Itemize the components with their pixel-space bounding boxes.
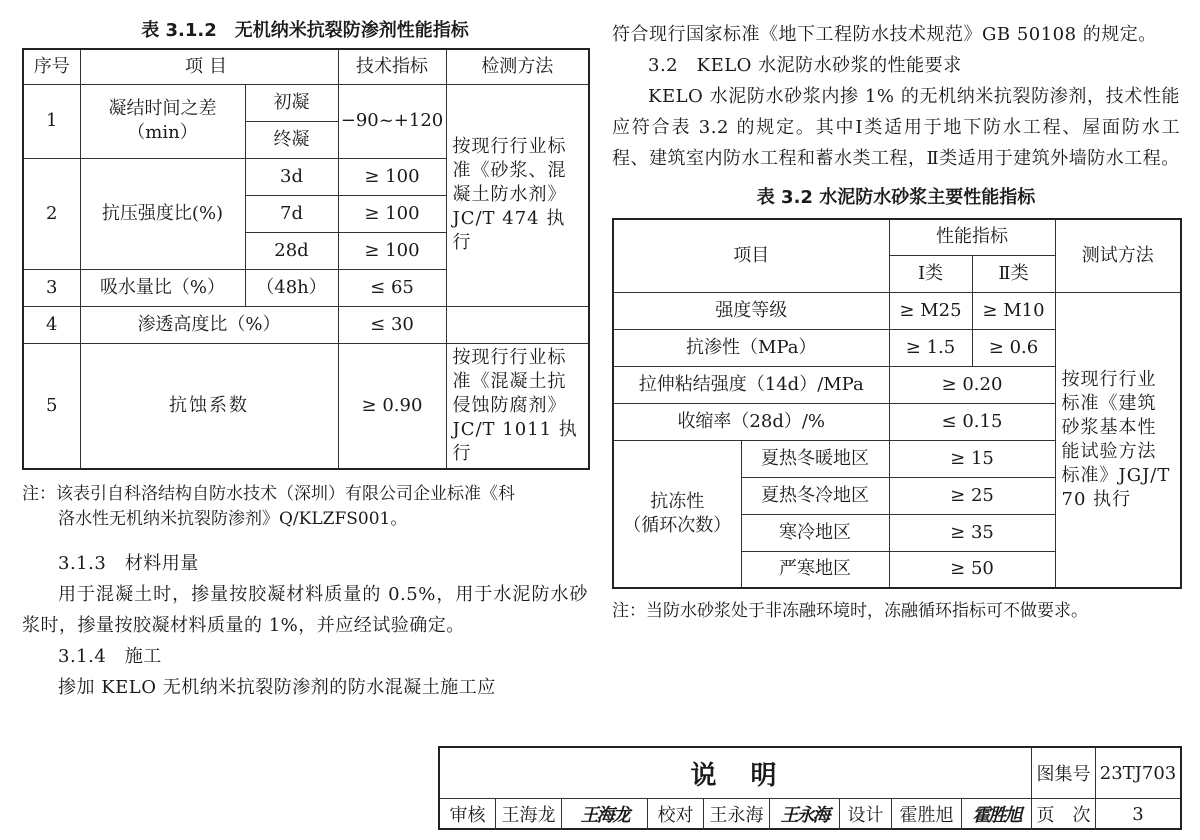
table2-header [613, 219, 1181, 255]
frost-zone: 夏热冬暖地区 [741, 440, 889, 477]
table1 [22, 48, 590, 470]
section-3-1-3 [22, 548, 588, 641]
grade-c2: ≥ M10 [972, 292, 1055, 329]
row2-item: 抗压强度比(%) [80, 158, 245, 269]
title-block-row2 [440, 798, 1180, 830]
page-number: 3 [1132, 803, 1144, 825]
row2-val-3d: ≥ 100 [338, 158, 446, 195]
bond-item: 拉伸粘结强度（14d）/MPa [613, 366, 889, 403]
row5-value: ≥ 0.90 [338, 343, 446, 469]
row3-value: ≤ 65 [338, 269, 446, 306]
frost-value: ≥ 35 [889, 514, 1055, 551]
section-3-2-text: KELO 水泥防水砂浆内掺 1% 的无机纳米抗裂防渗剂，技术性能应符合表 3.2 的规定。其中Ⅰ类适用于地下防水工程、屋面防水工程、建筑室内防水工程和蓄水类工程，Ⅱ类适用于建筑外墙防水工程。 [612, 86, 1180, 169]
shrink-value: ≤ 0.15 [889, 403, 1055, 440]
header-no: 序号 [23, 49, 80, 84]
row1-sub-initial: 初凝 [245, 84, 338, 121]
atlas-number: 23TJ703 [1099, 762, 1177, 784]
check-name: 王永海 [704, 798, 770, 830]
frost-value: ≥ 15 [889, 440, 1055, 477]
section-3-1-4-heading: 3.1.4 施工 [58, 645, 162, 667]
atlas-label: 图集号 [1032, 748, 1096, 798]
table2-h-perf: 性能指标 [889, 219, 1055, 255]
imp-item: 抗渗性（MPa） [613, 329, 889, 366]
table2-note: 注：当防水砂浆处于非冻融环境时，冻融循环指标可不做要求。 [612, 601, 1088, 621]
frost-value: ≥ 25 [889, 477, 1055, 514]
table1-header [23, 49, 589, 84]
drawing-title: 说 明 [440, 748, 1032, 798]
design-signature-mark: 霍胜旭 [972, 805, 1021, 826]
method-jgj-t70: 按现行行业标准《建筑砂浆基本性能试验方法标准》JGJ/T 70 执行 [1055, 292, 1181, 588]
design-name: 霍胜旭 [892, 798, 962, 830]
shrink-item: 收缩率（28d）/% [613, 403, 889, 440]
row5-no: 5 [23, 343, 80, 469]
table2-h-class1: Ⅰ类 [889, 255, 972, 292]
table-row [23, 306, 589, 343]
title-block [438, 746, 1182, 830]
review-signature [562, 798, 648, 830]
frost-zone: 夏热冬冷地区 [741, 477, 889, 514]
frost-zone: 严寒地区 [741, 551, 889, 588]
row3-no: 3 [23, 269, 80, 306]
frost-value: ≥ 50 [889, 551, 1055, 588]
review-name: 王海龙 [496, 798, 562, 830]
grade-item: 强度等级 [613, 292, 889, 329]
grade-c1: ≥ M25 [889, 292, 972, 329]
table-row [613, 292, 1181, 329]
row1-sub-final: 终凝 [245, 121, 338, 158]
method-jc-t474: 按现行行业标准《砂浆、混凝土防水剂》JC/T 474 执行 [446, 84, 589, 306]
continued-text: 符合现行国家标准《地下工程防水技术规范》GB 50108 的规定。 [612, 24, 1157, 45]
row3-sub: （48h） [245, 269, 338, 306]
imp-c2: ≥ 0.6 [972, 329, 1055, 366]
table-row [23, 84, 589, 121]
bond-value: ≥ 0.20 [889, 366, 1055, 403]
header-item: 项目 [80, 49, 338, 84]
row2-val-28d: ≥ 100 [338, 232, 446, 269]
note1-line2: 洛水性无机纳米抗裂防渗剂》Q/KLZFS001。 [58, 508, 408, 529]
page-label: 页 次 [1032, 798, 1096, 830]
table1-note [22, 482, 588, 532]
section-3-1-4 [22, 641, 588, 703]
row3-item: 吸水量比（%） [80, 269, 245, 306]
review-signature-mark: 王海龙 [580, 805, 629, 826]
right-column [612, 0, 1180, 624]
imp-c1: ≥ 1.5 [889, 329, 972, 366]
row2-sub-3d: 3d [245, 158, 338, 195]
table2-h-item: 项目 [613, 219, 889, 292]
frost-zone: 寒冷地区 [741, 514, 889, 551]
frost-item: 抗冻性 （循环次数） [613, 440, 741, 588]
review-label: 审核 [440, 798, 496, 830]
table2 [612, 218, 1182, 589]
section-3-2-heading: 3.2 KELO 水泥防水砂浆的性能要求 [648, 55, 962, 76]
title-block-row1 [440, 748, 1180, 799]
header-spec: 技术指标 [338, 49, 446, 84]
row1-item: 凝结时间之差 （min） [80, 84, 245, 158]
row2-no: 2 [23, 158, 80, 269]
check-signature [770, 798, 840, 830]
row5-item: 抗蚀系数 [80, 343, 338, 469]
check-signature-mark: 王永海 [780, 805, 829, 826]
table2-h-class2: Ⅱ类 [972, 255, 1055, 292]
row4-no: 4 [23, 306, 80, 343]
check-label: 校对 [648, 798, 704, 830]
header-method: 检测方法 [446, 49, 589, 84]
table2-caption: 表 3.2 水泥防水砂浆主要性能指标 [756, 187, 1036, 208]
section-3-1-3-heading: 3.1.3 材料用量 [58, 552, 199, 574]
section-3-1-3-text: 用于混凝土时，掺量按胶凝材料质量的 0.5%，用于水泥防水砂浆时，掺量按胶凝材料质量的 1%，并应经试验确定。 [22, 583, 588, 636]
table-row [23, 343, 589, 469]
row4-value: ≤ 30 [338, 306, 446, 343]
design-signature [962, 798, 1032, 830]
row4-item: 渗透高度比（%） [80, 306, 338, 343]
note1-line1: 注：该表引自科洛结构自防水技术（深圳）有限公司企业标准《科 [22, 483, 515, 504]
section-3-1-4-text: 掺加 KELO 无机纳米抗裂防渗剂的防水混凝土施工应 [58, 676, 496, 698]
design-label: 设计 [840, 798, 892, 830]
table1-caption: 表 3.1.2 无机纳米抗裂防渗剂性能指标 [141, 20, 469, 41]
left-column [22, 0, 588, 703]
row2-sub-28d: 28d [245, 232, 338, 269]
row2-val-7d: ≥ 100 [338, 195, 446, 232]
row2-sub-7d: 7d [245, 195, 338, 232]
table2-h-method: 测试方法 [1055, 219, 1181, 292]
row1-value: −90~+120 [338, 84, 446, 158]
method-jc-t1011: 按现行行业标准《混凝土抗侵蚀防腐剂》JC/T 1011 执行 [446, 343, 589, 469]
row1-no: 1 [23, 84, 80, 158]
